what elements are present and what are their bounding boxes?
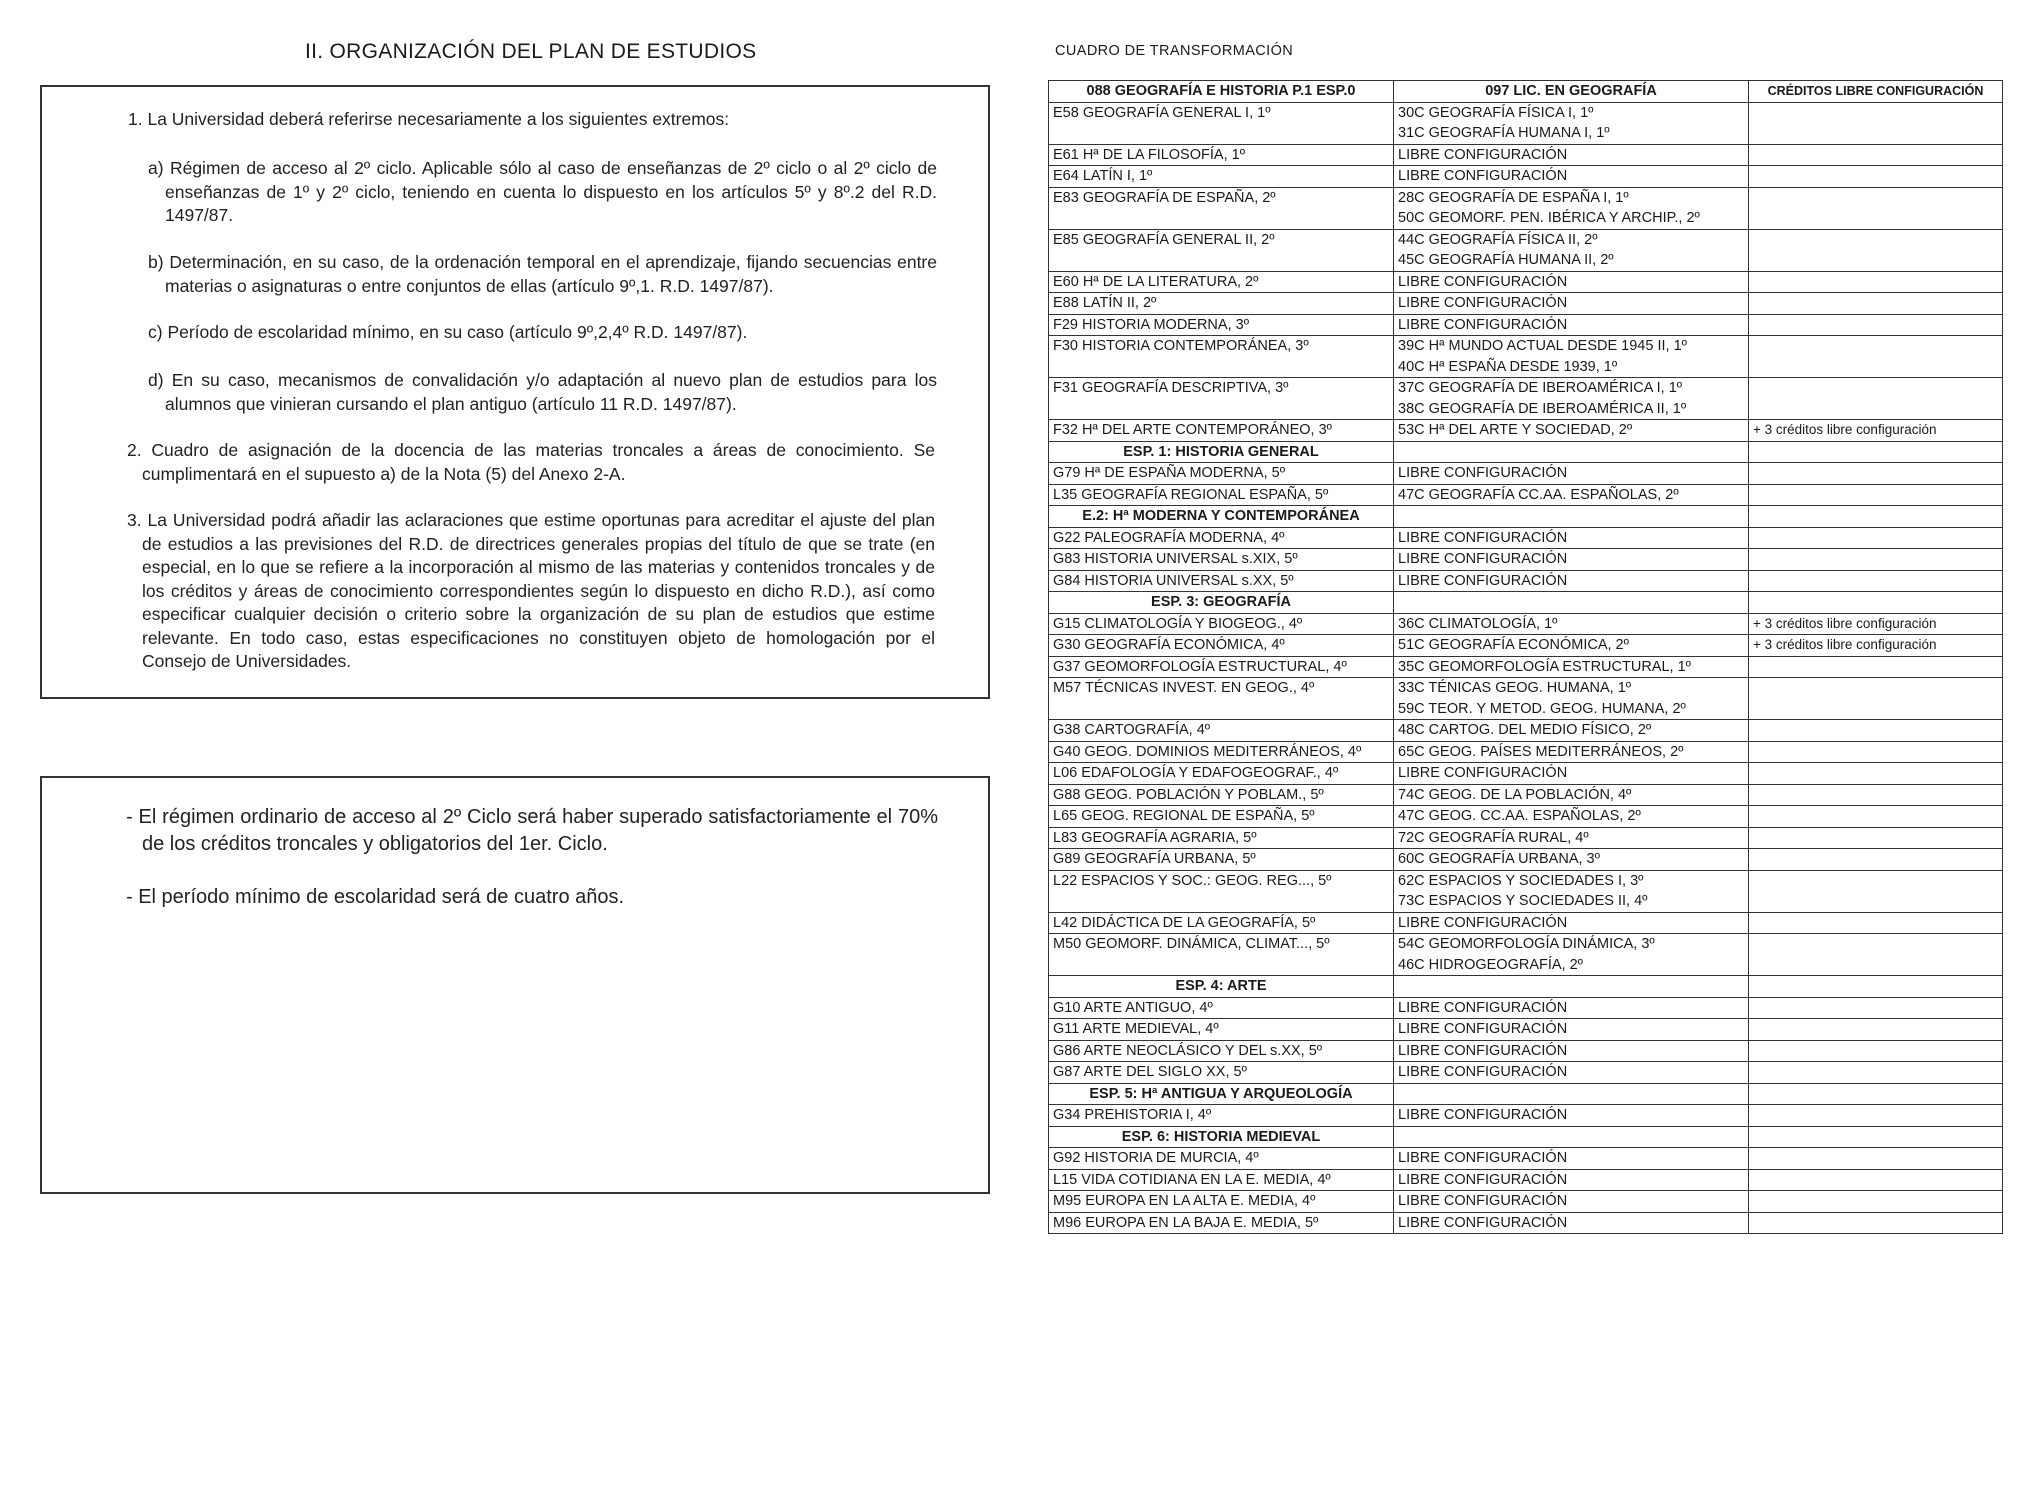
- old-subject-cell: L65 GEOG. REGIONAL DE ESPAÑA, 5º: [1049, 806, 1394, 828]
- new-subject-cell: [1394, 378, 1749, 420]
- new-subject-line: 74C GEOG. DE LA POBLACIÓN, 4º: [1398, 786, 1632, 803]
- new-subject-line: LIBRE CONFIGURACIÓN: [1398, 295, 1568, 311]
- credits-note-cell: [1749, 1040, 2003, 1062]
- table-row: [1049, 463, 2003, 485]
- new-subject-line: 47C GEOG. CC.AA. ESPAÑOLAS, 2º: [1398, 808, 1641, 824]
- transformation-table: [1048, 80, 2003, 1234]
- new-subject-line: 54C GEOMORFOLOGÍA DINÁMICA, 3º: [1398, 936, 1655, 952]
- credits-note-cell: [1749, 870, 2003, 912]
- old-subject-cell: G89 GEOGRAFÍA URBANA, 5º: [1049, 849, 1394, 871]
- credits-note-cell: [1749, 1062, 2003, 1084]
- empty-cell: [1749, 1126, 2003, 1148]
- section-row: [1049, 1126, 2003, 1148]
- new-subject-cell: [1394, 229, 1749, 271]
- new-subject-line: LIBRE CONFIGURACIÓN: [1398, 1021, 1568, 1037]
- credits-note-cell: [1749, 378, 2003, 420]
- new-subject-cell: [1394, 912, 1749, 934]
- new-subject-cell: [1394, 997, 1749, 1019]
- table-row: [1049, 1212, 2003, 1234]
- credits-note-cell: [1749, 271, 2003, 293]
- empty-cell: [1394, 592, 1749, 614]
- new-subject-cell: [1394, 527, 1749, 549]
- new-subject-line: 50C GEOMORF. PEN. IBÉRICA Y ARCHIP., 2º: [1398, 210, 1700, 226]
- new-subject-cell: [1394, 1040, 1749, 1062]
- empty-cell: [1749, 441, 2003, 463]
- new-subject-line: 47C GEOGRAFÍA CC.AA. ESPAÑOLAS, 2º: [1398, 486, 1679, 503]
- old-subject-cell: F30 HISTORIA CONTEMPORÁNEA, 3º: [1049, 336, 1394, 378]
- old-subject-cell: G92 HISTORIA DE MURCIA, 4º: [1049, 1148, 1394, 1170]
- credits-note-cell: [1749, 678, 2003, 720]
- table-row: [1049, 187, 2003, 229]
- section-row: [1049, 506, 2003, 528]
- credits-note-cell: [1749, 1191, 2003, 1213]
- section-label: E.2: Hª MODERNA Y CONTEMPORÁNEA: [1049, 506, 1394, 528]
- table-row: [1049, 549, 2003, 571]
- old-subject-cell: G86 ARTE NEOCLÁSICO Y DEL s.XX, 5º: [1049, 1040, 1394, 1062]
- credits-note-cell: [1749, 484, 2003, 506]
- table-row: [1049, 271, 2003, 293]
- credits-note-cell: + 3 créditos libre configuración: [1749, 420, 2003, 442]
- old-subject-cell: E88 LATÍN II, 2º: [1049, 293, 1394, 315]
- new-subject-line: LIBRE CONFIGURACIÓN: [1398, 529, 1568, 546]
- old-subject-cell: G11 ARTE MEDIEVAL, 4º: [1049, 1019, 1394, 1041]
- credits-note-cell: [1749, 741, 2003, 763]
- table-row: [1049, 229, 2003, 271]
- credits-note-cell: + 3 créditos libre configuración: [1749, 635, 2003, 657]
- old-subject-cell: G88 GEOG. POBLACIÓN Y POBLAM., 5º: [1049, 784, 1394, 806]
- new-subject-cell: [1394, 827, 1749, 849]
- table-row: [1049, 144, 2003, 166]
- old-subject-cell: F32 Hª DEL ARTE CONTEMPORÁNEO, 3º: [1049, 420, 1394, 442]
- table-row: [1049, 656, 2003, 678]
- old-subject-cell: E60 Hª DE LA LITERATURA, 2º: [1049, 271, 1394, 293]
- table-row: [1049, 849, 2003, 871]
- new-subject-line: LIBRE CONFIGURACIÓN: [1398, 914, 1568, 931]
- table-row: [1049, 806, 2003, 828]
- credits-note-cell: + 3 créditos libre configuración: [1749, 613, 2003, 635]
- new-subject-cell: [1394, 784, 1749, 806]
- section-label: ESP. 4: ARTE: [1049, 976, 1394, 998]
- credits-note-cell: [1749, 144, 2003, 166]
- old-subject-cell: G15 CLIMATOLOGÍA Y BIOGEOG., 4º: [1049, 613, 1394, 635]
- new-subject-cell: [1394, 763, 1749, 785]
- response-period: - El período mínimo de escolaridad será de cuatro años.: [126, 886, 625, 908]
- table-row: [1049, 527, 2003, 549]
- new-subject-line: LIBRE CONFIGURACIÓN: [1398, 1150, 1568, 1166]
- table-row: [1049, 1169, 2003, 1191]
- table-row: [1049, 1148, 2003, 1170]
- old-subject-cell: L83 GEOGRAFÍA AGRARIA, 5º: [1049, 827, 1394, 849]
- old-subject-cell: M50 GEOMORF. DINÁMICA, CLIMAT..., 5º: [1049, 934, 1394, 976]
- credits-note-cell: [1749, 997, 2003, 1019]
- old-subject-cell: G38 CARTOGRAFÍA, 4º: [1049, 720, 1394, 742]
- new-subject-line: 39C Hª MUNDO ACTUAL DESDE 1945 II, 1º: [1398, 338, 1687, 354]
- instruction-1c: c) Período de escolaridad mínimo, en su caso (artículo 9º,2,4º R.D. 1497/87).: [148, 322, 748, 342]
- credits-note-cell: [1749, 102, 2003, 144]
- new-subject-line: LIBRE CONFIGURACIÓN: [1398, 273, 1568, 290]
- credits-note-cell: [1749, 827, 2003, 849]
- new-subject-line: 73C ESPACIOS Y SOCIEDADES II, 4º: [1398, 893, 1648, 909]
- new-subject-line: LIBRE CONFIGURACIÓN: [1398, 765, 1568, 781]
- table-row: [1049, 1105, 2003, 1127]
- table-row: [1049, 336, 2003, 378]
- old-subject-cell: G10 ARTE ANTIGUO, 4º: [1049, 997, 1394, 1019]
- new-subject-cell: [1394, 570, 1749, 592]
- instruction-1b: b) Determinación, en su caso, de la ordenación temporal en el aprendizaje, fijando secuencias entre materias o asignaturas o entre conjuntos de ellas (artículo 9º,1. R.D. 1497/87).: [148, 252, 937, 296]
- new-subject-cell: [1394, 102, 1749, 144]
- new-subject-line: 60C GEOGRAFÍA URBANA, 3º: [1398, 851, 1600, 867]
- old-subject-cell: G87 ARTE DEL SIGLO XX, 5º: [1049, 1062, 1394, 1084]
- old-subject-cell: G83 HISTORIA UNIVERSAL s.XIX, 5º: [1049, 549, 1394, 571]
- new-subject-cell: [1394, 741, 1749, 763]
- old-subject-cell: G34 PREHISTORIA I, 4º: [1049, 1105, 1394, 1127]
- empty-cell: [1749, 592, 2003, 614]
- empty-cell: [1394, 506, 1749, 528]
- new-subject-line: LIBRE CONFIGURACIÓN: [1398, 1171, 1568, 1188]
- new-subject-cell: [1394, 484, 1749, 506]
- new-subject-line: LIBRE CONFIGURACIÓN: [1398, 551, 1568, 567]
- new-subject-line: LIBRE CONFIGURACIÓN: [1398, 168, 1568, 184]
- section-row: [1049, 1083, 2003, 1105]
- old-subject-cell: M96 EUROPA EN LA BAJA E. MEDIA, 5º: [1049, 1212, 1394, 1234]
- old-subject-cell: L35 GEOGRAFÍA REGIONAL ESPAÑA, 5º: [1049, 484, 1394, 506]
- new-subject-cell: [1394, 1148, 1749, 1170]
- table-row: [1049, 784, 2003, 806]
- credits-note-cell: [1749, 549, 2003, 571]
- new-subject-cell: [1394, 1062, 1749, 1084]
- table-row: [1049, 314, 2003, 336]
- old-subject-cell: M57 TÉCNICAS INVEST. EN GEOG., 4º: [1049, 678, 1394, 720]
- credits-note-cell: [1749, 1148, 2003, 1170]
- new-subject-line: LIBRE CONFIGURACIÓN: [1398, 572, 1568, 589]
- empty-cell: [1394, 441, 1749, 463]
- old-subject-cell: L22 ESPACIOS Y SOC.: GEOG. REG..., 5º: [1049, 870, 1394, 912]
- empty-cell: [1394, 976, 1749, 998]
- new-subject-line: 45C GEOGRAFÍA HUMANA II, 2º: [1398, 252, 1614, 268]
- new-subject-line: LIBRE CONFIGURACIÓN: [1398, 999, 1568, 1016]
- new-subject-cell: [1394, 613, 1749, 635]
- credits-note-cell: [1749, 229, 2003, 271]
- new-subject-line: 62C ESPACIOS Y SOCIEDADES I, 3º: [1398, 872, 1644, 889]
- empty-cell: [1394, 1083, 1749, 1105]
- new-subject-cell: [1394, 1191, 1749, 1213]
- table-row: [1049, 741, 2003, 763]
- new-subject-cell: [1394, 293, 1749, 315]
- new-subject-cell: [1394, 549, 1749, 571]
- table-row: [1049, 102, 2003, 144]
- new-subject-cell: [1394, 870, 1749, 912]
- table-row: [1049, 1191, 2003, 1213]
- new-subject-cell: [1394, 1105, 1749, 1127]
- new-subject-line: 53C Hª DEL ARTE Y SOCIEDAD, 2º: [1398, 422, 1633, 438]
- new-subject-cell: [1394, 849, 1749, 871]
- old-subject-cell: E58 GEOGRAFÍA GENERAL I, 1º: [1049, 102, 1394, 144]
- instruction-2: 2. Cuadro de asignación de la docencia de las materias troncales a áreas de conocimiento. Se cumplimentará en el supuesto a) de la Nota (5) del Anexo 2-A.: [127, 440, 935, 484]
- new-subject-cell: [1394, 678, 1749, 720]
- new-subject-cell: [1394, 1019, 1749, 1041]
- new-subject-line: 30C GEOGRAFÍA FÍSICA I, 1º: [1398, 104, 1594, 121]
- new-subject-cell: [1394, 420, 1749, 442]
- credits-note-cell: [1749, 784, 2003, 806]
- new-subject-cell: [1394, 720, 1749, 742]
- page-title: II. ORGANIZACIÓN DEL PLAN DE ESTUDIOS: [305, 40, 757, 63]
- new-subject-cell: [1394, 635, 1749, 657]
- new-subject-line: 59C TEOR. Y METOD. GEOG. HUMANA, 2º: [1398, 700, 1686, 717]
- new-subject-line: 51C GEOGRAFÍA ECONÓMICA, 2º: [1398, 637, 1629, 653]
- new-subject-line: LIBRE CONFIGURACIÓN: [1398, 465, 1568, 481]
- old-subject-cell: G30 GEOGRAFÍA ECONÓMICA, 4º: [1049, 635, 1394, 657]
- new-subject-cell: [1394, 144, 1749, 166]
- credits-note-cell: [1749, 1212, 2003, 1234]
- table-row: [1049, 997, 2003, 1019]
- new-subject-line: 40C Hª ESPAÑA DESDE 1939, 1º: [1398, 358, 1618, 375]
- old-subject-cell: E85 GEOGRAFÍA GENERAL II, 2º: [1049, 229, 1394, 271]
- empty-cell: [1749, 976, 2003, 998]
- new-subject-line: LIBRE CONFIGURACIÓN: [1398, 316, 1568, 333]
- credits-note-cell: [1749, 763, 2003, 785]
- table-row: [1049, 420, 2003, 442]
- credits-note-cell: [1749, 912, 2003, 934]
- new-subject-line: LIBRE CONFIGURACIÓN: [1398, 1064, 1568, 1080]
- new-subject-cell: [1394, 336, 1749, 378]
- new-subject-line: LIBRE CONFIGURACIÓN: [1398, 1214, 1568, 1231]
- credits-note-cell: [1749, 166, 2003, 188]
- credits-note-cell: [1749, 463, 2003, 485]
- header-new-plan: 097 LIC. EN GEOGRAFÍA: [1394, 81, 1749, 103]
- table-row: [1049, 484, 2003, 506]
- credits-note-cell: [1749, 336, 2003, 378]
- header-old-plan: 088 GEOGRAFÍA E HISTORIA P.1 ESP.0: [1049, 81, 1394, 103]
- response-access: - El régimen ordinario de acceso al 2º Ciclo será haber superado satisfactoriamente el 70% de los créditos troncales y obligatorios del 1er. Ciclo.: [126, 806, 938, 855]
- credits-note-cell: [1749, 656, 2003, 678]
- new-subject-line: 28C GEOGRAFÍA DE ESPAÑA I, 1º: [1398, 189, 1629, 206]
- table-row: [1049, 934, 2003, 976]
- old-subject-cell: M95 EUROPA EN LA ALTA E. MEDIA, 4º: [1049, 1191, 1394, 1213]
- old-subject-cell: L06 EDAFOLOGÍA Y EDAFOGEOGRAF., 4º: [1049, 763, 1394, 785]
- new-subject-cell: [1394, 806, 1749, 828]
- old-subject-cell: G22 PALEOGRAFÍA MODERNA, 4º: [1049, 527, 1394, 549]
- table-row: [1049, 912, 2003, 934]
- old-subject-cell: F31 GEOGRAFÍA DESCRIPTIVA, 3º: [1049, 378, 1394, 420]
- new-subject-line: 33C TÉNICAS GEOG. HUMANA, 1º: [1398, 680, 1632, 696]
- table-row: [1049, 570, 2003, 592]
- credits-note-cell: [1749, 1019, 2003, 1041]
- section-label: ESP. 1: HISTORIA GENERAL: [1049, 441, 1394, 463]
- new-subject-cell: [1394, 463, 1749, 485]
- new-subject-line: LIBRE CONFIGURACIÓN: [1398, 146, 1568, 163]
- credits-note-cell: [1749, 849, 2003, 871]
- table-row: [1049, 1062, 2003, 1084]
- new-subject-line: 65C GEOG. PAÍSES MEDITERRÁNEOS, 2º: [1398, 743, 1684, 760]
- table-row: [1049, 763, 2003, 785]
- section-label: ESP. 3: GEOGRAFÍA: [1049, 592, 1394, 614]
- new-subject-cell: [1394, 187, 1749, 229]
- new-subject-cell: [1394, 1212, 1749, 1234]
- old-subject-cell: E61 Hª DE LA FILOSOFÍA, 1º: [1049, 144, 1394, 166]
- empty-cell: [1394, 1126, 1749, 1148]
- new-subject-line: 31C GEOGRAFÍA HUMANA I, 1º: [1398, 125, 1610, 141]
- table-row: [1049, 870, 2003, 912]
- credits-note-cell: [1749, 187, 2003, 229]
- instruction-1d: d) En su caso, mecanismos de convalidación y/o adaptación al nuevo plan de estudios para los alumnos que vinieran cursando el plan antiguo (artículo 11 R.D. 1497/87).: [148, 370, 937, 414]
- instruction-1a: a) Régimen de acceso al 2º ciclo. Aplicable sólo al caso de enseñanzas de 2º ciclo o al 2º ciclo de enseñanzas de 1º y 2º ciclo, teniendo en cuenta lo dispuesto en los artículos 5º y 8º.2 del R.D. 1497/87.: [148, 158, 937, 225]
- old-subject-cell: G79 Hª DE ESPAÑA MODERNA, 5º: [1049, 463, 1394, 485]
- old-subject-cell: L15 VIDA COTIDIANA EN LA E. MEDIA, 4º: [1049, 1169, 1394, 1191]
- old-subject-cell: G84 HISTORIA UNIVERSAL s.XX, 5º: [1049, 570, 1394, 592]
- old-subject-cell: G40 GEOG. DOMINIOS MEDITERRÁNEOS, 4º: [1049, 741, 1394, 763]
- section-row: [1049, 441, 2003, 463]
- table-row: [1049, 827, 2003, 849]
- credits-note-cell: [1749, 720, 2003, 742]
- table-row: [1049, 613, 2003, 635]
- credits-note-cell: [1749, 527, 2003, 549]
- new-subject-cell: [1394, 166, 1749, 188]
- new-subject-line: 44C GEOGRAFÍA FÍSICA II, 2º: [1398, 231, 1598, 248]
- table-row: [1049, 1040, 2003, 1062]
- credits-note-cell: [1749, 1169, 2003, 1191]
- new-subject-line: 38C GEOGRAFÍA DE IBEROAMÉRICA II, 1º: [1398, 400, 1687, 417]
- new-subject-cell: [1394, 934, 1749, 976]
- new-subject-line: 72C GEOGRAFÍA RURAL, 4º: [1398, 829, 1589, 846]
- table-row: [1049, 378, 2003, 420]
- new-subject-cell: [1394, 314, 1749, 336]
- credits-note-cell: [1749, 314, 2003, 336]
- new-subject-cell: [1394, 271, 1749, 293]
- old-subject-cell: L42 DIDÁCTICA DE LA GEOGRAFÍA, 5º: [1049, 912, 1394, 934]
- old-subject-cell: G37 GEOMORFOLOGÍA ESTRUCTURAL, 4º: [1049, 656, 1394, 678]
- credits-note-cell: [1749, 570, 2003, 592]
- new-subject-cell: [1394, 1169, 1749, 1191]
- table-row: [1049, 1019, 2003, 1041]
- old-subject-cell: E83 GEOGRAFÍA DE ESPAÑA, 2º: [1049, 187, 1394, 229]
- credits-note-cell: [1749, 293, 2003, 315]
- credits-note-cell: [1749, 1105, 2003, 1127]
- section-row: [1049, 592, 2003, 614]
- new-subject-line: LIBRE CONFIGURACIÓN: [1398, 1042, 1568, 1059]
- section-label: ESP. 6: HISTORIA MEDIEVAL: [1049, 1126, 1394, 1148]
- table-row: [1049, 720, 2003, 742]
- new-subject-line: 46C HIDROGEOGRAFÍA, 2º: [1398, 956, 1583, 973]
- new-subject-line: LIBRE CONFIGURACIÓN: [1398, 1107, 1568, 1123]
- old-subject-cell: E64 LATÍN I, 1º: [1049, 166, 1394, 188]
- section-row: [1049, 976, 2003, 998]
- table-row: [1049, 678, 2003, 720]
- new-subject-line: 37C GEOGRAFÍA DE IBEROAMÉRICA I, 1º: [1398, 380, 1683, 396]
- new-subject-line: 35C GEOMORFOLOGÍA ESTRUCTURAL, 1º: [1398, 658, 1691, 675]
- table-title: CUADRO DE TRANSFORMACIÓN: [1055, 43, 1294, 59]
- new-subject-line: 48C CARTOG. DEL MEDIO FÍSICO, 2º: [1398, 722, 1652, 738]
- header-credits: CRÉDITOS LIBRE CONFIGURACIÓN: [1749, 81, 2003, 103]
- credits-note-cell: [1749, 934, 2003, 976]
- table-row: [1049, 293, 2003, 315]
- section-label: ESP. 5: Hª ANTIGUA Y ARQUEOLOGÍA: [1049, 1083, 1394, 1105]
- empty-cell: [1749, 1083, 2003, 1105]
- new-subject-line: 36C CLIMATOLOGÍA, 1º: [1398, 615, 1558, 632]
- credits-note-cell: [1749, 806, 2003, 828]
- old-subject-cell: F29 HISTORIA MODERNA, 3º: [1049, 314, 1394, 336]
- table-header-row: [1049, 81, 2003, 103]
- instruction-3: 3. La Universidad podrá añadir las aclaraciones que estime oportunas para acreditar el ajuste del plan de estudios a las previsiones del R.D. de directrices generales propias del título de que se trate (en especial, en lo que se refiere a la incorporación al mismo de las materias y contenidos troncales y de los créditos y áreas de conocimiento correspondientes según lo dispuesto en dicho R.D.), así como especificar cualquier decisión o criterio sobre la organización de su plan de estudios que estime relevante. En todo caso, estas especificaciones no constituyen objeto de homologación por el Consejo de Universidades.: [127, 510, 935, 671]
- new-subject-cell: [1394, 656, 1749, 678]
- new-subject-line: LIBRE CONFIGURACIÓN: [1398, 1193, 1568, 1209]
- table-row: [1049, 166, 2003, 188]
- instruction-1: 1. La Universidad deberá referirse necesariamente a los siguientes extremos:: [128, 109, 730, 129]
- table-row: [1049, 635, 2003, 657]
- empty-cell: [1749, 506, 2003, 528]
